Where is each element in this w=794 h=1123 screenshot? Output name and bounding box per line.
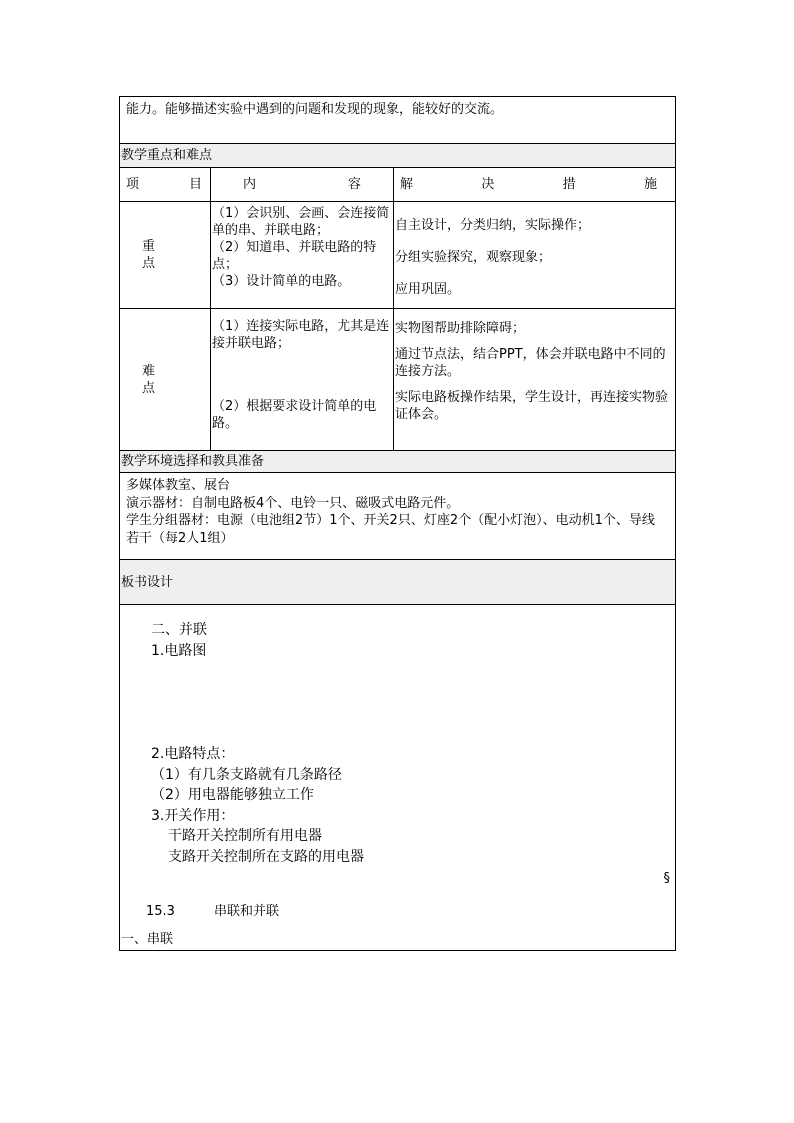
board-section-title: 二、并联 [151,622,207,638]
keypoint-content-2: （2）知道串、并联电路的特点； [212,240,377,272]
keypoint-content-3: （3）设计简单的电路。 [212,274,351,289]
keypoints-heading: 教学重点和难点 [121,148,213,163]
header-measures-char-2: 决 [481,177,495,192]
environment-heading-row [120,450,675,472]
board-heading: 板书设计 [121,575,174,590]
header-item [120,168,210,201]
board-item-features: 2.电路特点： [151,746,235,762]
section-mark: § [663,871,670,886]
environment-line-2: 演示器材：自制电路板4个、电铃一只、磁吸式电路元件。 [126,495,460,511]
keypoint-measure-1: 自主设计，分类归纳，实际操作； [395,218,591,233]
difficulty-label: 难点 [142,363,178,396]
keypoints-header-row [120,167,675,201]
lesson-plan-table [119,96,676,951]
difficulty-measure-2: 通过节点法，结合PPT，体会并联电路中不同的连接方法。 [395,347,666,379]
keypoint-measure-3: 应用巩固。 [395,282,461,297]
board-switch-2: 支路开关控制所在支路的用电器 [168,849,364,865]
header-content-char-2: 容 [347,177,361,192]
board-feature-1: （1）有几条支路就有几条路径 [151,767,342,783]
difficulty-content-1: （1）连接实际电路，尤其是连接并联电路； [212,319,390,351]
header-measures [393,168,675,201]
lesson-number: 15.3 [146,904,175,919]
difficulty-measure-3: 实际电路板操作结果，学生设计，再连接实物验证体会。 [395,390,669,422]
keypoint-content-1: （1）会识别、会画、会连接简单的串、并联电路； [212,206,390,238]
difficulty-measures [393,309,675,450]
header-measures-char-4: 施 [643,177,657,192]
header-item-char-1: 项 [126,177,140,192]
difficulty-row [120,308,675,450]
environment-content [120,473,675,547]
environment-row [120,472,675,559]
board-switch-1: 干路开关控制所有用电器 [168,828,322,844]
environment-heading: 教学环境选择和教具准备 [121,454,265,469]
board-heading-row [120,559,675,604]
keypoint-row [120,201,675,308]
header-content-char-1: 内 [243,177,257,192]
ability-text: 能力。能够描述实验中遇到的问题和发现的现象，能较好的交流。 [126,102,504,117]
keypoint-measures [393,202,675,308]
environment-line-3: 学生分组器材：电源（电池组2节）1个、开关2只、灯座2个（配小灯泡）、电动机1个、导线若干（每2人1组） [126,513,655,546]
header-measures-char-1: 解 [400,177,414,192]
environment-line-1: 多媒体教室、展台 [126,478,231,493]
board-item-switches: 3.开关作用： [151,808,235,824]
header-measures-char-3: 措 [562,177,576,192]
keypoint-content [210,202,393,308]
ability-row [120,97,675,143]
difficulty-measure-1: 实物图帮助排除障碍； [395,321,526,336]
header-content [210,168,393,201]
difficulty-content [210,309,393,450]
lesson-title: 串联和并联 [214,904,280,919]
header-item-char-2: 目 [188,177,202,192]
board-feature-2: （2）用电器能够独立工作 [151,787,314,803]
board-row [120,604,675,950]
keypoint-label: 重点 [142,239,178,271]
difficulty-content-2: （2）根据要求设计简单的电路。 [212,399,377,431]
keypoints-heading-row [120,143,675,167]
board-series-title: 一、串联 [121,932,174,947]
keypoint-measure-2: 分组实验探究，观察现象； [395,250,552,265]
board-item-circuit-diagram: 1.电路图 [151,643,207,659]
